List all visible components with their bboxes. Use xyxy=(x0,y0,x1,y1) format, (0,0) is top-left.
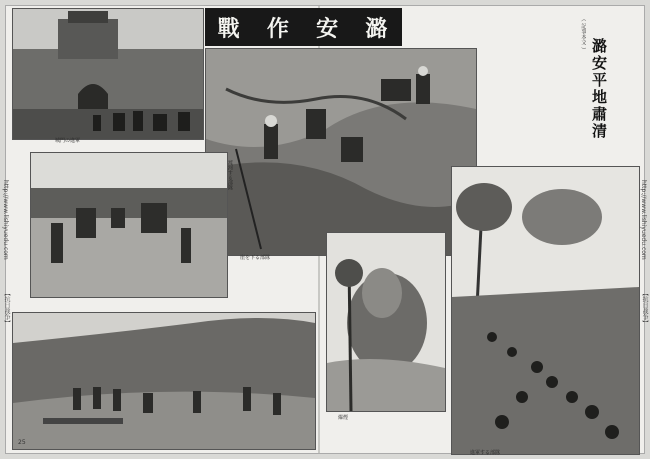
article-body: （ 記事本文 ） xyxy=(580,16,586,53)
caption-gate: 城門の進軍 xyxy=(55,138,81,144)
photo-road xyxy=(12,312,316,450)
photo-cliff xyxy=(205,48,477,256)
caption-cliff: 崖を下る部隊 xyxy=(240,255,271,261)
photo-blast xyxy=(326,232,446,412)
article-headline: 潞安平地肅清 xyxy=(590,38,608,140)
margin-url-left: http://www.lishiyuedu.com xyxy=(2,180,9,260)
margin-tag-right: 【抗日战争】 xyxy=(641,290,648,326)
margin-url-right: http://www.lishiyuedu.com xyxy=(640,180,647,260)
title-char-2: 作 xyxy=(266,15,291,42)
feature-title xyxy=(205,8,402,46)
photo-city-gate xyxy=(12,8,204,140)
photo-river xyxy=(30,152,228,298)
margin-tag-left: 【抗日战争】 xyxy=(3,290,10,326)
caption-river: 渡河する部隊 xyxy=(227,160,233,190)
title-char-3: 安 xyxy=(316,15,341,42)
title-char-1: 戰 xyxy=(217,15,242,42)
photo-march xyxy=(451,166,640,455)
page-number-left: 25 xyxy=(18,439,26,446)
caption-march: 進軍する部隊 xyxy=(470,450,501,456)
title-char-4: 潞 xyxy=(365,15,390,42)
caption-blast: 爆煙 xyxy=(338,415,349,421)
